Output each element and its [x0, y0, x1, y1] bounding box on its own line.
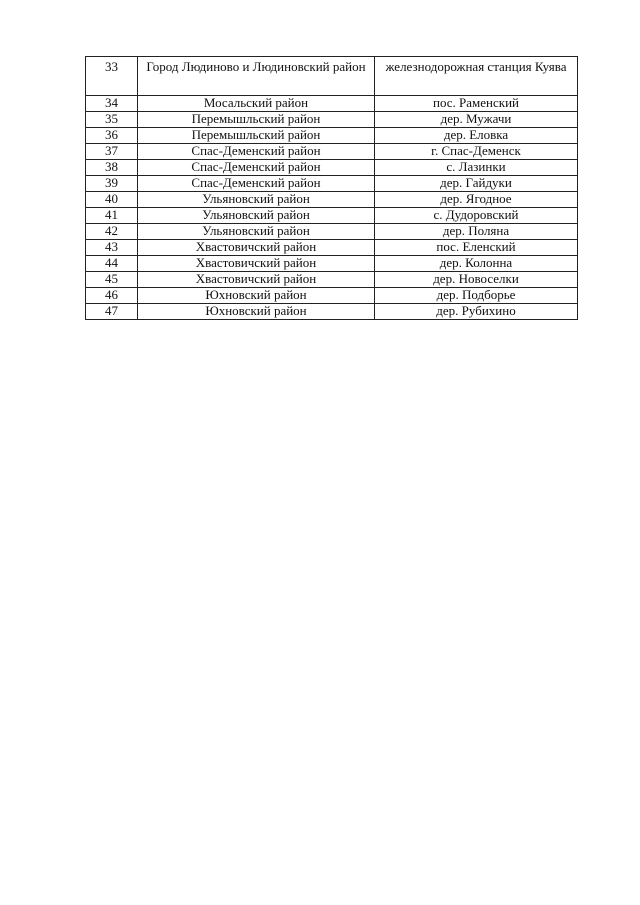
table-row	[86, 160, 578, 176]
row-number: 36	[86, 128, 138, 144]
place-cell: железнодорожная станция Куява	[375, 57, 578, 96]
district-cell: Ульяновский район	[138, 208, 375, 224]
district-cell: Ульяновский район	[138, 224, 375, 240]
district-cell: Спас-Деменский район	[138, 144, 375, 160]
row-number: 47	[86, 304, 138, 320]
place-cell: дер. Еловка	[375, 128, 578, 144]
place-cell: дер. Подборье	[375, 288, 578, 304]
row-number: 45	[86, 272, 138, 288]
place-cell: пос. Еленский	[375, 240, 578, 256]
district-cell: Спас-Деменский район	[138, 176, 375, 192]
table-row	[86, 128, 578, 144]
district-cell: Хвастовичский район	[138, 256, 375, 272]
row-number: 38	[86, 160, 138, 176]
row-number: 35	[86, 112, 138, 128]
place-cell: дер. Рубихино	[375, 304, 578, 320]
place-cell: дер. Поляна	[375, 224, 578, 240]
table-body	[86, 57, 578, 320]
place-cell: г. Спас-Деменск	[375, 144, 578, 160]
row-number: 33	[86, 57, 138, 96]
settlements-table	[85, 56, 578, 320]
district-cell: Юхновский район	[138, 288, 375, 304]
row-number: 43	[86, 240, 138, 256]
table-row	[86, 192, 578, 208]
district-cell: Перемышльский район	[138, 128, 375, 144]
row-number: 34	[86, 96, 138, 112]
row-number: 37	[86, 144, 138, 160]
table-row	[86, 256, 578, 272]
table-row	[86, 224, 578, 240]
row-number: 46	[86, 288, 138, 304]
row-number: 42	[86, 224, 138, 240]
district-cell: Юхновский район	[138, 304, 375, 320]
table-row	[86, 112, 578, 128]
place-cell: дер. Гайдуки	[375, 176, 578, 192]
table-row	[86, 272, 578, 288]
district-cell: Хвастовичский район	[138, 240, 375, 256]
district-cell: Перемышльский район	[138, 112, 375, 128]
table-row	[86, 57, 578, 96]
table-row	[86, 304, 578, 320]
district-cell: Город Людиново и Людиновский район	[138, 57, 375, 96]
place-cell: пос. Раменский	[375, 96, 578, 112]
place-cell: с. Лазинки	[375, 160, 578, 176]
row-number: 44	[86, 256, 138, 272]
table-row	[86, 96, 578, 112]
place-cell: дер. Колонна	[375, 256, 578, 272]
district-cell: Ульяновский район	[138, 192, 375, 208]
district-cell: Мосальский район	[138, 96, 375, 112]
place-cell: дер. Новоселки	[375, 272, 578, 288]
place-cell: дер. Мужачи	[375, 112, 578, 128]
table-row	[86, 176, 578, 192]
row-number: 39	[86, 176, 138, 192]
place-cell: дер. Ягодное	[375, 192, 578, 208]
table-row	[86, 288, 578, 304]
row-number: 40	[86, 192, 138, 208]
district-cell: Спас-Деменский район	[138, 160, 375, 176]
place-cell: с. Дудоровский	[375, 208, 578, 224]
table-row	[86, 144, 578, 160]
table-row	[86, 208, 578, 224]
district-cell: Хвастовичский район	[138, 272, 375, 288]
row-number: 41	[86, 208, 138, 224]
table-row	[86, 240, 578, 256]
